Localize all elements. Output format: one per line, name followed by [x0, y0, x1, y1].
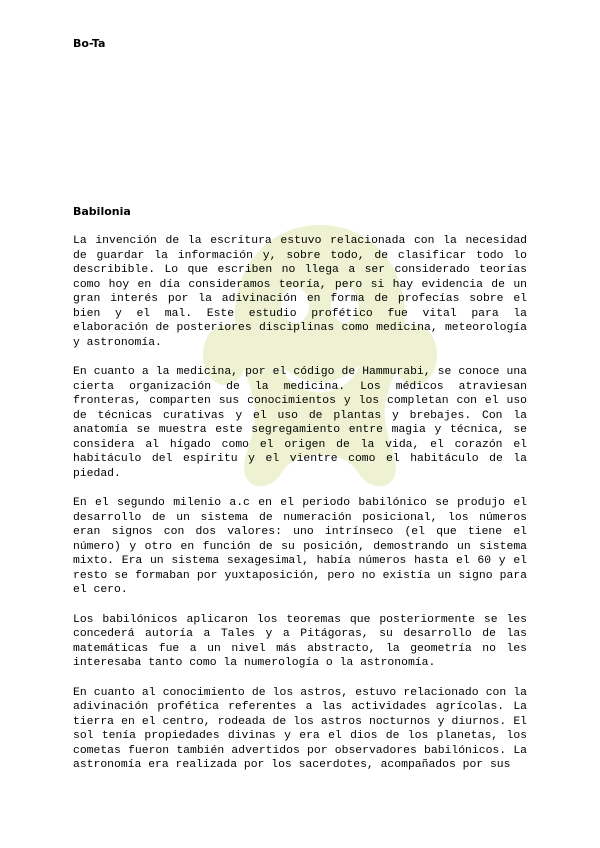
- paragraph-astronomy: En cuanto al conocimiento de los astros, estuvo relacionado con la adivinación profética referentes a las actividades agrícolas. La tierra en el centro, rodeada de los astros nocturnos y diurnos. El sol tenía propiedades divinas y era el dios de los planetas, los cometas fueron también advertidos por observadores babilónicos. La astronomía era realizada por los sacerdotes, acompañados por sus: [73, 686, 527, 771]
- paragraph-writing: La invención de la escritura estuvo relacionada con la necesidad de guardar la información y, sobre todo, de clasificar todo lo describible. Lo que escriben no llega a ser considerado teorías como hoy en día consideramos teoría, pero si hay evidencia de un gran interés por la adivinación en forma de profecías sobre el bien y el mal. Este estudio profético fue vital para la elaboración de posteriores disciplinas como medicina, meteorología y astronomía.: [73, 235, 527, 349]
- document-body: [73, 205, 527, 788]
- paragraph-medicine: En cuanto a la medicina, por el código de Hammurabi, se conoce una cierta organización de la medicina. Los médicos atraviesan fronteras, comparten sus conocimientos y los completan con el uso de técnicas curativas y el uso de plantas y brebajes. Con la anatomía se muestra este segregamiento entre magia y técnica, se considera al hígado como el origen de la vida, el corazón el habitáculo del espíritu y el vientre como el habitáculo de la piedad.: [73, 366, 527, 480]
- paragraph-numeration: En el segundo milenio a.c en el periodo babilónico se produjo el desarrollo de un sistema de numeración posicional, los números eran signos con dos valores: uno intrínseco (el que tiene el número) y otro en función de su posición, demostrando un sistema mixto. Era un sistema sexagesimal, había números hasta el 60 y el resto se formaban por yuxtaposición, pero no existía un signo para el cero.: [73, 497, 527, 596]
- paragraph-mathematics: Los babilónicos aplicaron los teoremas que posteriormente se les concederá autoría a Tales y a Pitágoras, su desarrollo de las matemáticas fue a un nivel más abstracto, la geometría no les interesaba tanto como la numerología o la astronomía.: [73, 613, 527, 669]
- page-header-title: Bo-Ta: [73, 37, 106, 50]
- section-title: Babilonia: [73, 205, 131, 218]
